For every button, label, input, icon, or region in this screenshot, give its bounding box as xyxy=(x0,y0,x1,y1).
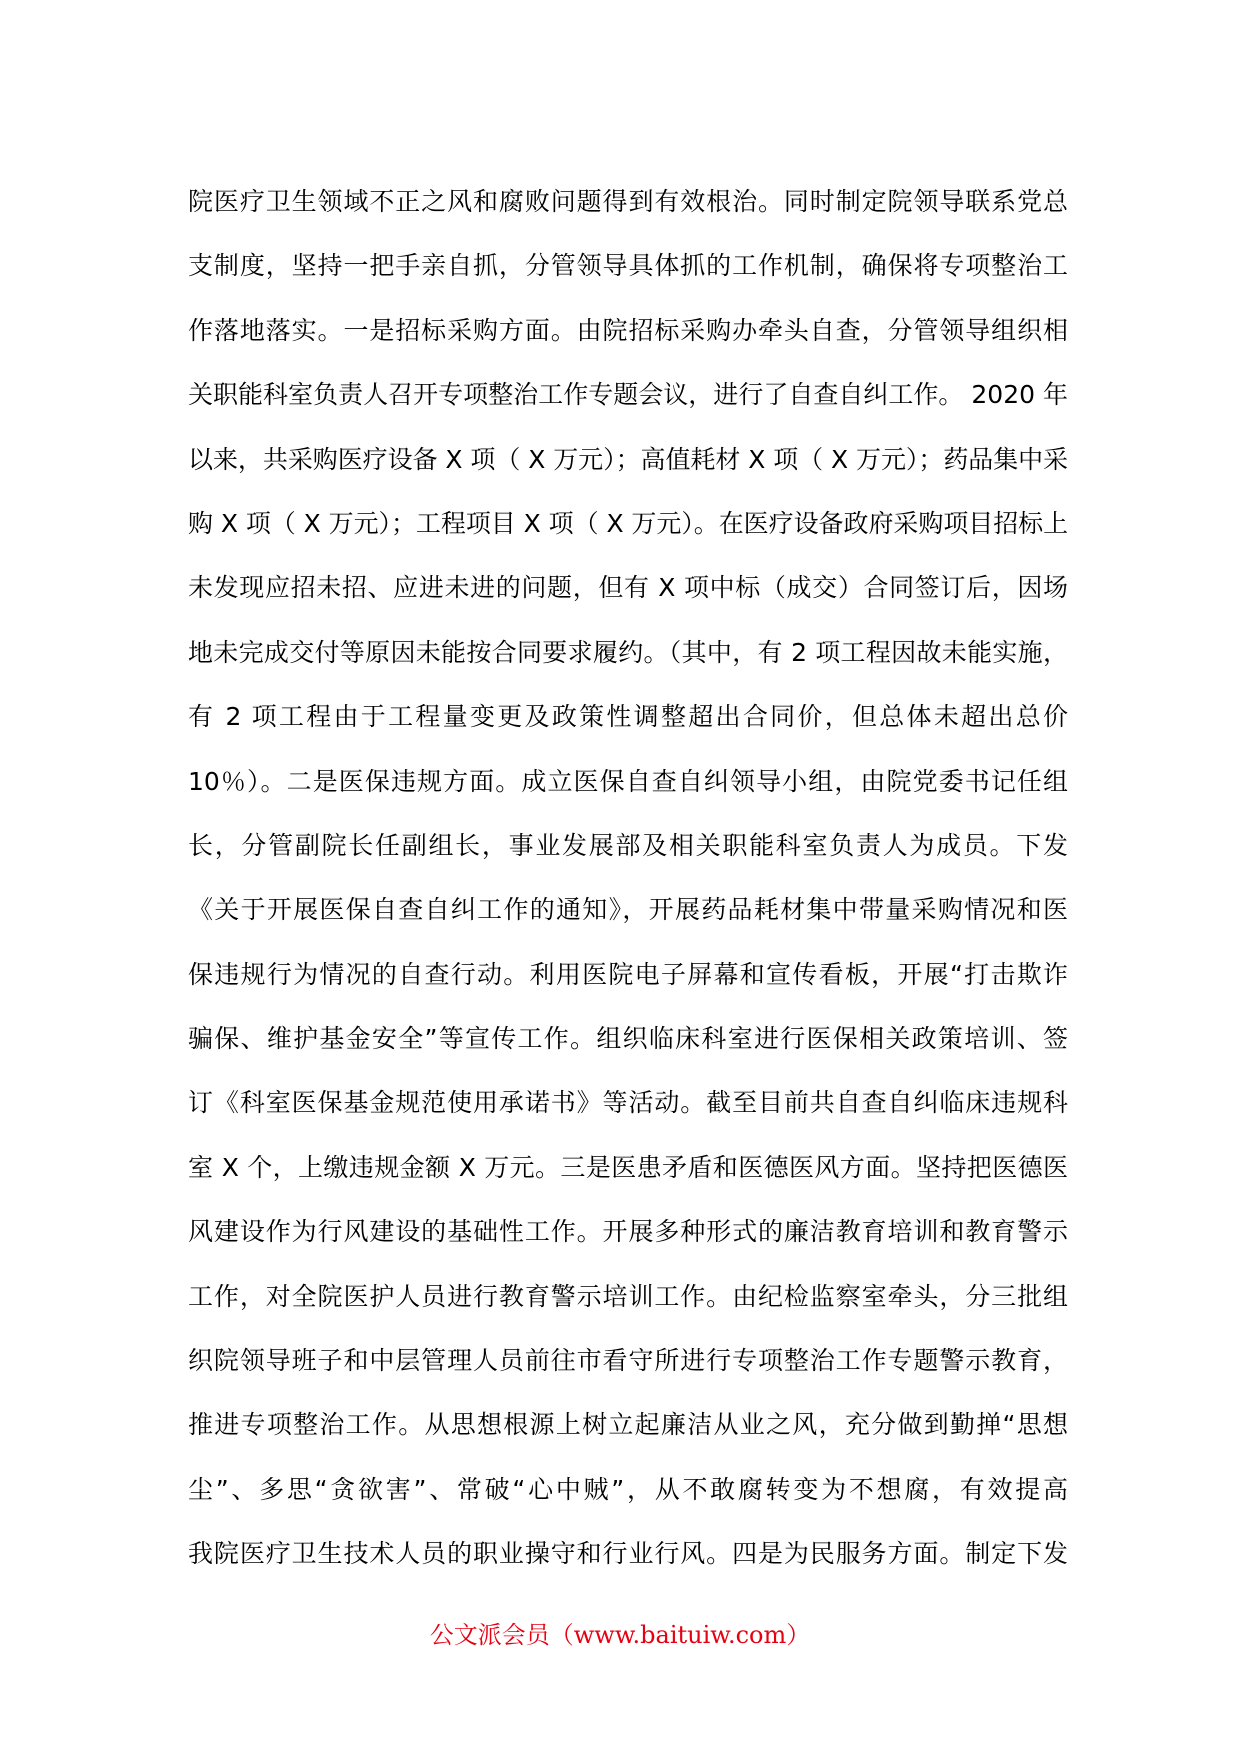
body-paragraph xyxy=(188,170,1068,1587)
text-line: 购 X 项（ X 万元）；工程项目 X 项（ X 万元）。在医疗设备政府采购项目招标上 xyxy=(188,508,1069,538)
text-line: 长，分管副院长任副组长，事业发展部及相关职能科室负责人为成员。下发 xyxy=(188,830,1068,860)
footer-label: 公文派会员（ xyxy=(429,1621,574,1649)
text-line: 支制度，坚持一把手亲自抓，分管领导具体抓的工作机制，确保将专项整治工 xyxy=(188,251,1068,281)
text-line: 关职能科室负责人召开专项整治工作专题会议，进行了自查自纠工作。 2020 年 xyxy=(188,380,1068,410)
text-line: 推进专项整治工作。从思想根源上树立起廉洁从业之风，充分做到勤掸“思想 xyxy=(188,1410,1068,1440)
text-line: 订《科室医保基金规范使用承诺书》等活动。截至目前共自查自纠临床违规科 xyxy=(188,1088,1068,1118)
text-line: 未发现应招未招、应进未进的问题，但有 X 项中标（成交）合同签订后，因场 xyxy=(188,573,1068,603)
footer-close: ） xyxy=(786,1621,811,1649)
footer-url[interactable]: www.baituiw.com xyxy=(573,1621,787,1649)
text-line: 我院医疗卫生技术人员的职业操守和行业行风。四是为民服务方面。制定下发 xyxy=(188,1539,1068,1569)
text-line: 作落地落实。一是招标采购方面。由院招标采购办牵头自查，分管领导组织相 xyxy=(188,315,1068,345)
text-line: 室 X 个，上缴违规金额 X 万元。三是医患矛盾和医德医风方面。坚持把医德医 xyxy=(188,1152,1068,1182)
text-line: 风建设作为行风建设的基础性工作。开展多种形式的廉洁教育培训和教育警示 xyxy=(188,1217,1068,1247)
text-line: 保违规行为情况的自查行动。利用医院电子屏幕和宣传看板，开展“打击欺诈 xyxy=(188,959,1068,989)
text-line: 地未完成交付等原因未能按合同要求履约。（其中，有 2 项工程因故未能实施， xyxy=(188,637,1068,667)
footer-watermark xyxy=(0,1618,1240,1652)
text-line: 以来，共采购医疗设备 X 项（ X 万元）；高值耗材 X 项（ X 万元）；药品集中采 xyxy=(188,444,1069,474)
text-line: 《关于开展医保自查自纠工作的通知》，开展药品耗材集中带量采购情况和医 xyxy=(188,895,1068,925)
text-line: 织院领导班子和中层管理人员前往市看守所进行专项整治工作专题警示教育， xyxy=(188,1346,1068,1376)
text-line: 10％）。二是医保违规方面。成立医保自查自纠领导小组，由院党委书记任组 xyxy=(188,766,1068,796)
text-line: 骗保、维护基金安全”等宣传工作。组织临床科室进行医保相关政策培训、签 xyxy=(188,1024,1068,1054)
text-line: 工作，对全院医护人员进行教育警示培训工作。由纪检监察室牵头，分三批组 xyxy=(188,1281,1068,1311)
text-line: 有 2 项工程由于工程量变更及政策性调整超出合同价，但总体未超出总价 xyxy=(188,702,1068,732)
text-line: 院医疗卫生领域不正之风和腐败问题得到有效根治。同时制定院领导联系党总 xyxy=(188,187,1068,216)
text-line: 尘”、多思“贪欲害”、常破“心中贼”，从不敢腐转变为不想腐，有效提高 xyxy=(188,1474,1068,1504)
